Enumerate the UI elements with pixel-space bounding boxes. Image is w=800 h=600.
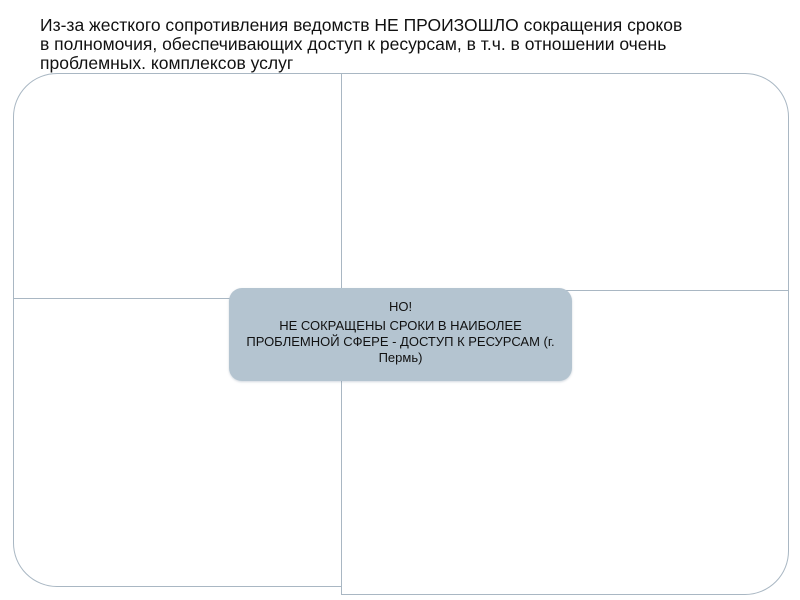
center-callout-box [229,288,572,381]
quadrant-top-left [13,73,342,299]
center-callout-title: НО! [388,299,413,314]
quadrant-top-right [341,73,789,291]
slide-heading: Из-за жесткого сопротивления ведомств НЕ ПРОИЗОШЛО сокращения сроков в полномочия, обеспечивающих доступ к ресурсам, в т.ч. в отношении очень проблемных. комплексов услуг [40,15,683,73]
center-callout-text: НЕ СОКРАЩЕНЫ СРОКИ В НАИБОЛЕЕ ПРОБЛЕМНОЙ СФЕРЕ - ДОСТУП К РЕСУРСАМ (г. Пермь) [246,318,555,365]
